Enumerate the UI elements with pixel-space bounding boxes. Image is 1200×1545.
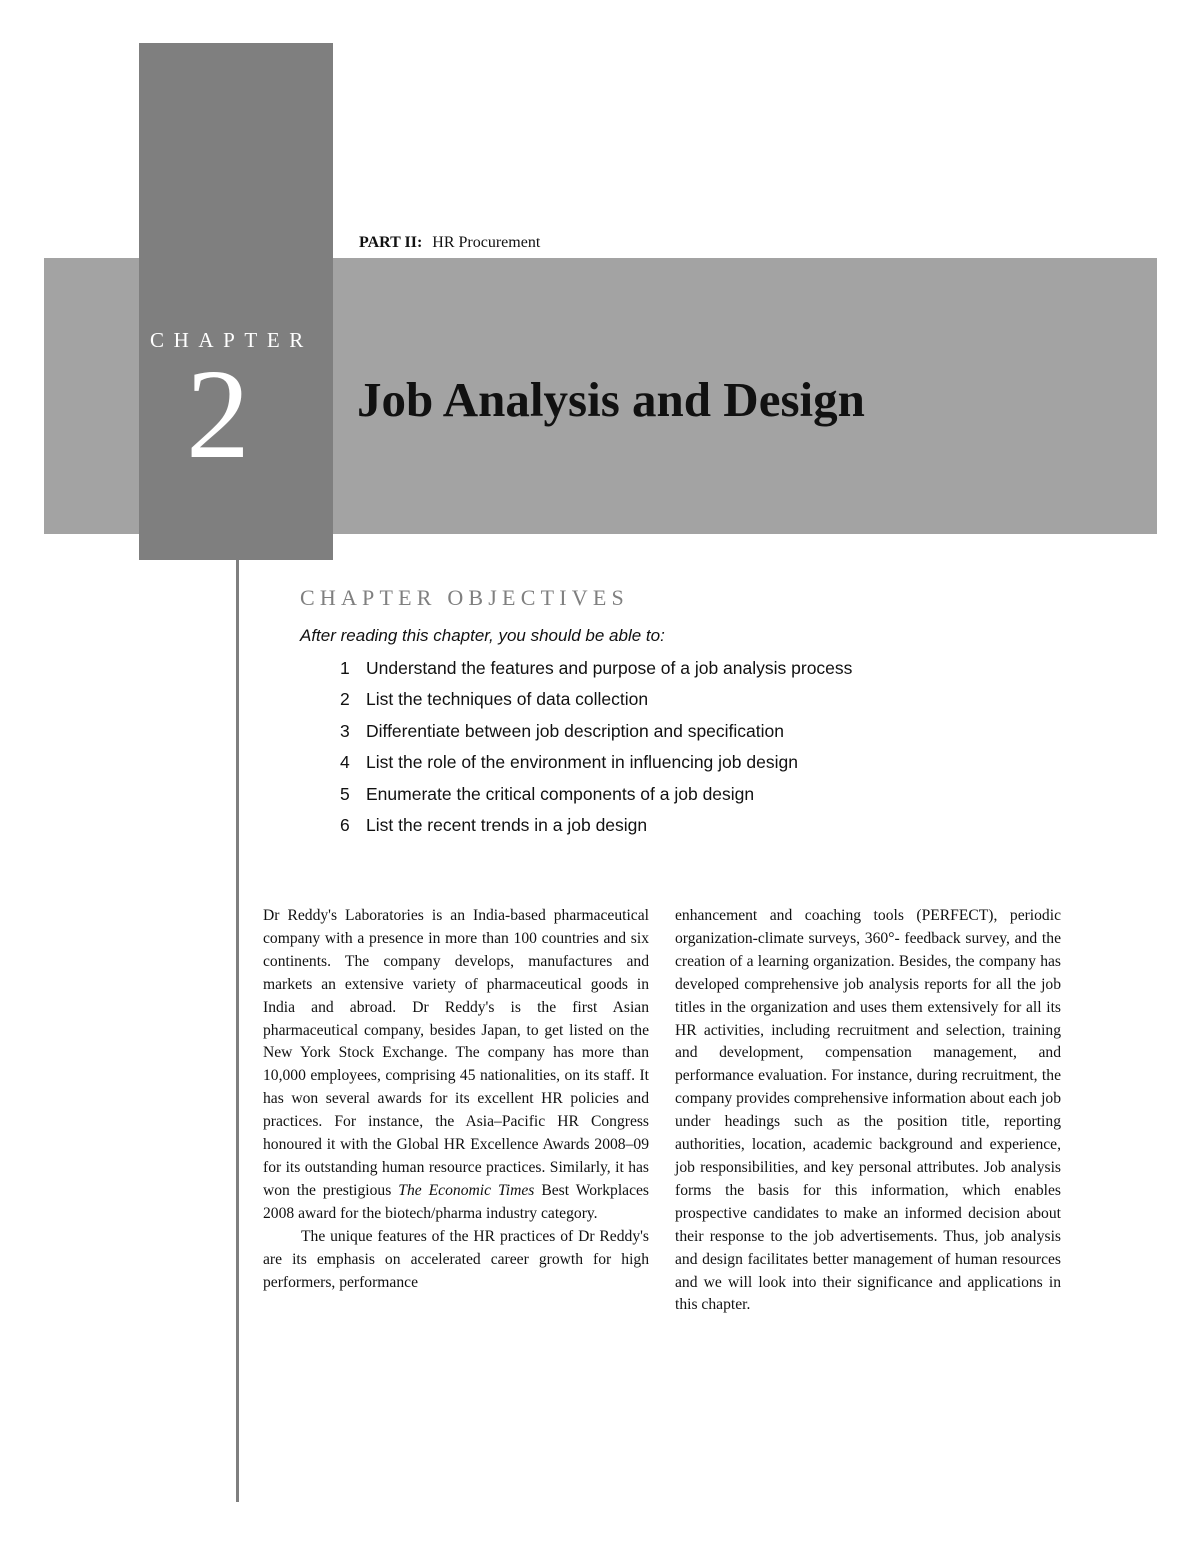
chapter-word: CHAPTER	[150, 328, 313, 352]
objective-number: 5	[340, 783, 350, 804]
objective-item	[340, 658, 852, 689]
body-paragraph-1	[263, 905, 649, 1226]
part-header	[359, 234, 540, 252]
body-column-right	[675, 905, 1061, 1317]
body-paragraph-2-start: The unique features of the HR practices of Dr Reddy's are its emphasis on accelerated career growth for high performers, performance	[263, 1227, 649, 1291]
chapter-number: 2	[186, 343, 250, 485]
objective-text: Enumerate the critical components of a job design	[366, 783, 755, 804]
objective-number: 1	[340, 658, 350, 678]
objective-text: Differentiate between job description and specification	[366, 720, 784, 741]
margin-rule	[236, 560, 239, 1502]
objective-text: List the role of the environment in influencing job design	[366, 752, 798, 773]
objective-item	[340, 784, 852, 815]
objective-number: 6	[340, 814, 350, 835]
publication-title: The Economic Times	[398, 1181, 535, 1199]
objectives-intro: After reading this chapter, you should be able to:	[300, 626, 665, 645]
body-text: Best Workplaces 2008 award for the biotech/pharma industry category.	[263, 1181, 649, 1222]
chapter-title: Job Analysis and Design	[357, 372, 865, 427]
body-text: Dr Reddy's Laboratories is an India-based pharmaceutical company with a presence in more than 100 countries and six continents. The company develops, manufactures and markets an extensive variety of pharmaceutical goods in India and abroad. Dr Reddy's is the first Asian pharmaceutical company, besides Japan, to get listed on the New York Stock Exchange. The company has more than 10,000 employees, comprising 45 nationalities, on its staff. It has won several awards for its excellent HR policies and practices. For instance, the Asia–Pacific HR Congress honoured it with the Global HR Excellence Awards 2008–09 for its outstanding human resource practices. Similarly, it has won the prestigious	[263, 907, 649, 1199]
objective-number: 2	[340, 689, 350, 710]
objective-item	[340, 721, 852, 752]
part-label: PART II:	[359, 234, 423, 251]
body-paragraph-2-continued: enhancement and coaching tools (PERFECT), periodic organization-climate surveys, 360°- feedback survey, and the creation of a learning organization. Besides, the company has developed comprehensive job analysis reports for all the job titles in the organization and uses them extensively for all its HR activities, including recruitment and selection, training and development, compensation management, and performance evaluation. For instance, during recruitment, the company provides comprehensive information about each job under headings such as the position title, reporting authorities, location, academic background and experience, job responsibilities, and key personal attributes. Job analysis forms the basis for this information, which enables prospective candidates to make an informed decision about their response to the job advertisements. Thus, job analysis and design facilitates better management of human resources and we will look into their significance and applications in this chapter.	[675, 907, 1061, 1314]
objectives-list	[340, 658, 852, 846]
objective-text: List the techniques of data collection	[366, 689, 649, 710]
objective-item	[340, 815, 852, 846]
objective-text: List the recent trends in a job design	[366, 814, 648, 835]
objective-text: Understand the features and purpose of a job analysis process	[366, 658, 853, 678]
objective-number: 3	[340, 720, 350, 741]
body-column-left	[263, 905, 649, 1294]
objective-number: 4	[340, 752, 350, 773]
objective-item	[340, 752, 852, 783]
objective-item	[340, 689, 852, 720]
objectives-heading: CHAPTER OBJECTIVES	[300, 585, 629, 610]
part-title: HR Procurement	[432, 234, 541, 251]
